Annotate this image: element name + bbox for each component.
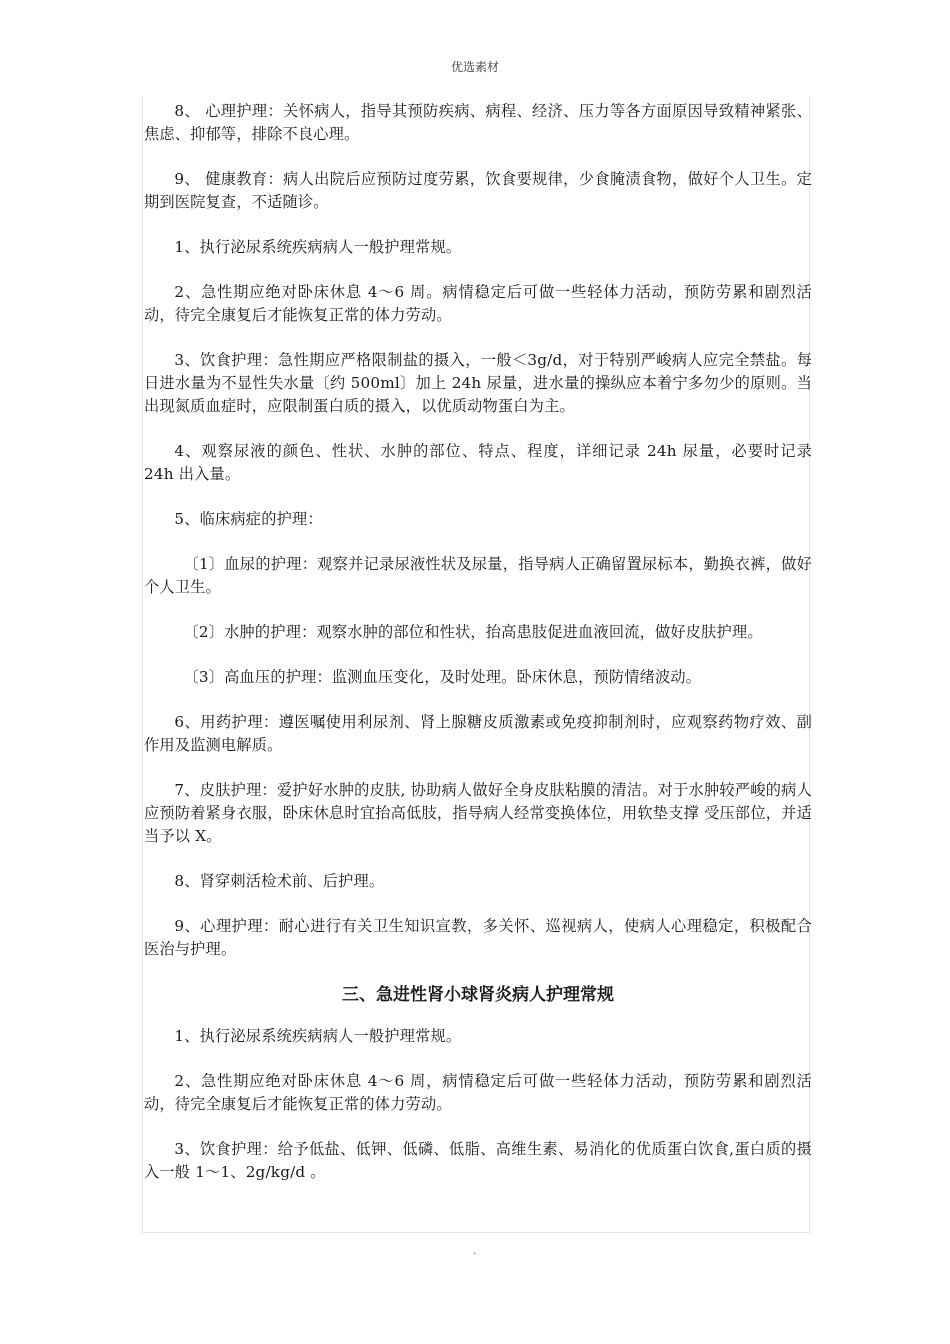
paragraph-urine-observation: 4、观察尿液的颜色、性状、水肿的部位、特点、程度，详细记录 24h 尿量，必要时记录 24h 出入量。	[144, 442, 812, 483]
page-header-label: 优选素材	[450, 60, 499, 74]
paragraph-psychological-care: 8、 心理护理：关怀病人，指导其预防疾病、病程、经济、压力等各方面原因导致精神紧张、焦虑、抑郁等，排除不良心理。	[144, 102, 812, 143]
sub-item-hematuria: 〔1〕血尿的护理：观察并记录尿液性状及尿量，指导病人正确留置尿标本，勤换衣裤，做好个人卫生。	[144, 555, 812, 596]
paragraph-diet-care: 3、饮食护理：急性期应严格限制盐的摄入，一般＜3g/d，对于特别严峻病人应完全禁盐。每日进水量为不显性失水量〔约 500ml〕加上 24h 尿量，进水量的操纵应本着宁多勿少的原则。当出现氮质血症时，应限制蛋白质的摄入，以优质动物蛋白为主。	[144, 351, 812, 415]
sub-item-edema: 〔2〕水肿的护理：观察水肿的部位和性状，抬高患肢促进血液回流，做好皮肤护理。	[183, 623, 763, 641]
paragraph-symptom-care: 5、临床病症的护理：	[174, 510, 323, 528]
document-body	[144, 100, 812, 1206]
paragraph-medication-care: 6、用药护理：遵医嘱使用利尿剂、肾上腺糖皮质激素或免疫抑制剂时，应观察药物疗效、副作用及监测电解质。	[144, 713, 812, 754]
footer-mark: .	[473, 1246, 477, 1257]
paragraph-bed-rest-2: 2、急性期应绝对卧床休息 4～6 周，病情稳定后可做一些轻体力活动，预防劳累和剧烈活动，待完全康复后才能恢复正常的体力劳动。	[144, 1072, 812, 1113]
paragraph-mental-care: 9、心理护理：耐心进行有关卫生知识宣教，多关怀、巡视病人，使病人心理稳定，积极配合医治与护理。	[144, 917, 812, 958]
paragraph-bed-rest: 2、急性期应绝对卧床休息 4～6 周。病情稳定后可做一些轻体力活动，预防劳累和剧烈活动，待完全康复后才能恢复正常的体力劳动。	[144, 283, 812, 324]
paragraph-health-education: 9、 健康教育：病人出院后应预防过度劳累，饮食要规律，少食腌渍食物，做好个人卫生。定期到医院复查，不适随诊。	[144, 170, 812, 211]
section-title: 三、急进性肾小球肾炎病人护理常规	[342, 985, 614, 1005]
sub-item-hypertension: 〔3〕高血压的护理：监测血压变化，及时处理。卧床休息，预防情绪波动。	[183, 668, 702, 686]
paragraph-general-routine: 1、执行泌尿系统疾病病人一般护理常规。	[174, 238, 462, 256]
paragraph-biopsy-care: 8、肾穿刺活检术前、后护理。	[174, 872, 385, 890]
paragraph-diet-care-2: 3、饮食护理：给予低盐、低钾、低磷、低脂、高维生素、易消化的优质蛋白饮食,蛋白质的摄入一般 1～1、2g/kg/d 。	[144, 1140, 812, 1181]
paragraph-skin-care: 7、皮肤护理：爱护好水肿的皮肤, 协助病人做好全身皮肤粘膜的清洁。对于水肿较严峻的病人应预防着紧身衣服，卧床休息时宜抬高低肢，指导病人经常变换体位，用软垫支撑 受压部位，并适当予以 X。	[144, 781, 812, 845]
paragraph-general-routine-2: 1、执行泌尿系统疾病病人一般护理常规。	[174, 1027, 462, 1045]
